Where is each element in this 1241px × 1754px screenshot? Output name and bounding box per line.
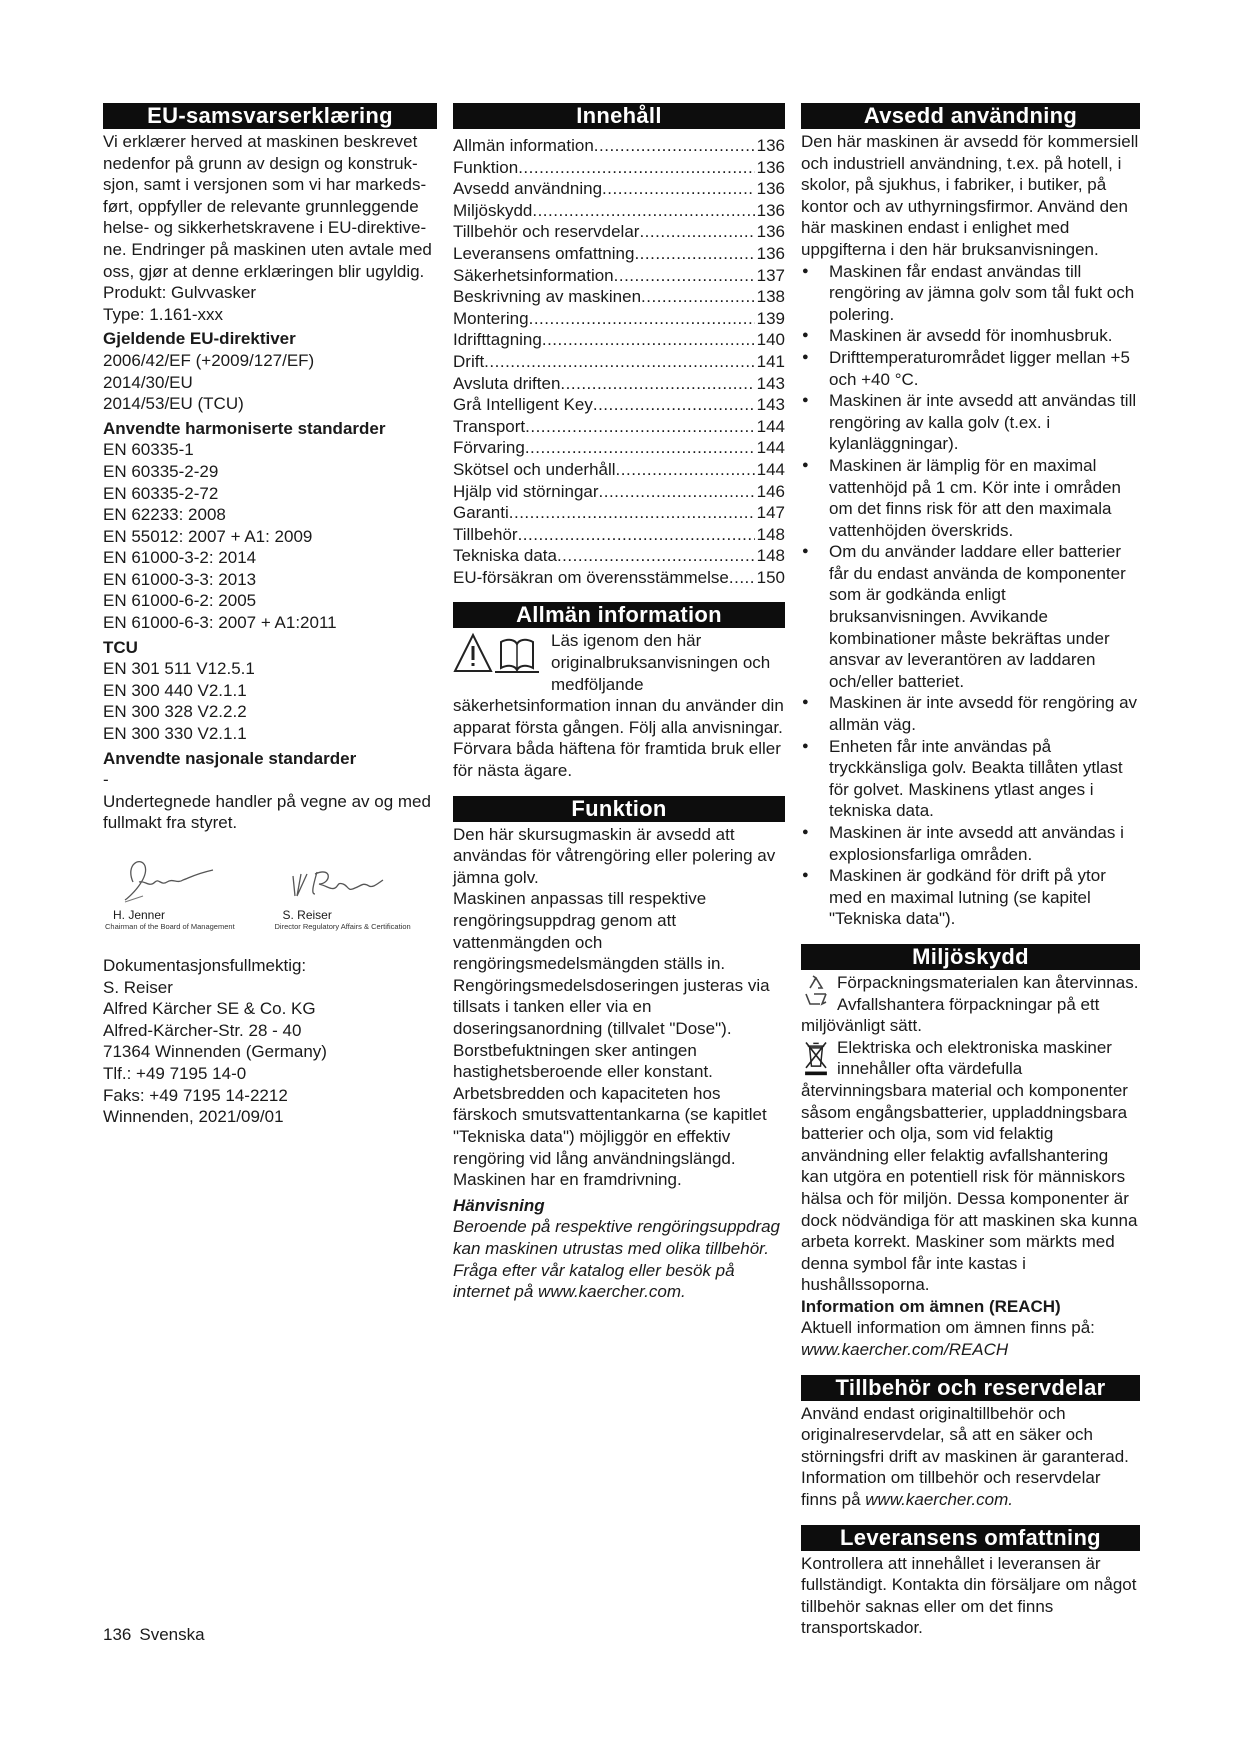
heading-general-information: Allmän information [453,602,785,628]
table-of-contents [453,135,785,588]
toc-page: 136 [756,200,785,220]
accessories-body: Använd endast originaltillbehör och originalreservdelar, så att en säker och störningsfri drift av maskinen är garanterad. Information om tillbehör och reservdelar finns på [801,1403,1129,1510]
signature-role: Chairman of the Board of Management [105,922,235,931]
signature-reiser [273,852,438,947]
standard-item: EN 301 511 V12.5.1 [103,659,255,679]
function-paragraph: Den här skursugmaskin är avsedd att användas för våtrengöring eller polering av jämna golv. [453,824,776,887]
directive-item: 2014/30/EU [103,372,193,392]
standard-item: EN 300 330 V2.1.1 [103,724,247,744]
accessories-text [801,1403,1140,1511]
toc-page: 147 [756,503,785,523]
list-item: ● Om du använder laddare eller batterier får du endast använda de komponenter som är godkända enligt bruksanvisningen. Avvikande kombinationer måste bekräftas under ansvar av leverantören av laddaren och/eller batteriet. [801,541,1140,692]
contact-line: Dokumentasjonsfullmektig: [103,956,307,975]
list-item: ● Enheten får inte användas på tryckkänsliga golv. Beakta tillåten ytlast för golvet. Maskinens ytlast anges i tekniska data. [801,736,1140,822]
tcu-list [103,658,437,744]
reach-text: Aktuell information om ämnen finns på: [801,1318,1095,1338]
toc-entry[interactable] [453,545,785,567]
toc-leader [525,437,755,459]
toc-leader [525,416,755,438]
contact-line: Alfred Kärcher SE & Co. KG [103,999,316,1019]
standard-item: EN 60335-2-29 [103,461,219,481]
function-text [453,824,785,1191]
signature-role: Director Regulatory Affairs & Certification [274,922,411,931]
toc-leader [518,524,755,546]
toc-leader [614,265,755,287]
toc-leader [542,329,755,351]
general-text-storage: Förvara båda häftena för framtida bruk eller för nästa ägare. [453,739,781,781]
toc-page: 146 [756,481,785,501]
toc-entry[interactable] [453,157,785,179]
toc-page: 139 [756,308,785,328]
toc-title: Förvaring [453,438,525,458]
list-item: ● Maskinen är inte avsedd för rengöring av allmän väg. [801,692,1140,735]
toc-leader [560,373,754,395]
product-line: Produkt: Gulvvasker [103,283,257,303]
toc-title: Avsluta driften [453,373,561,393]
toc-leader [634,243,754,265]
warning-manual-icon [453,632,545,674]
toc-entry[interactable] [453,200,785,222]
toc-entry[interactable] [453,394,785,416]
toc-title: EU-försäkran om överensstämmelse [453,567,729,587]
toc-title: Skötsel och underhåll [453,459,616,479]
toc-title: Miljöskydd [453,200,533,220]
toc-page: 136 [756,243,785,263]
toc-page: 144 [756,459,785,479]
toc-entry[interactable] [453,243,785,265]
heading-contents: Innehåll [453,103,785,129]
harmonized-heading: Anvendte harmoniserte standarder [103,418,386,438]
environment-recycling [801,972,1140,1037]
toc-page: 143 [756,373,785,393]
toc-leader [593,394,755,416]
toc-page: 144 [756,416,785,436]
column-intended-use [801,103,1140,1639]
contact-line: Tlf.: +49 7195 14-0 [103,1063,247,1083]
directive-item: 2006/42/EF (+2009/127/EF) [103,350,315,370]
language-label: Svenska [139,1625,205,1644]
toc-title: Beskrivning av maskinen [453,287,642,307]
toc-entry[interactable] [453,286,785,308]
standard-item: EN 61000-6-3: 2007 + A1:2011 [103,613,337,633]
list-item: ● Maskinen är avsedd för inomhusbruk. [801,325,1140,347]
directives-list [103,350,437,415]
toc-leader [729,567,755,589]
toc-entry[interactable] [453,481,785,503]
toc-entry[interactable] [453,416,785,438]
toc-leader [557,545,755,567]
toc-leader [509,502,755,524]
standard-item: EN 60335-1 [103,440,194,460]
toc-leader [532,200,754,222]
environment-text: Elektriska och elektroniska maskiner innehåller ofta värdefulla återvinningsbara material och komponenter såsom engångsbatterier, uppladdningsbara batterier och olja, som vid felaktig användning eller felaktig avfallshantering kan utgöra en potentiell risk för människors hälsa och för miljön. Dessa komponenter är dock nödvändiga för att maskinen ska kunna arbeta korrekt. Maskiner som märkts med denna symbol får inte kastas i hushållssoporna. [801,1037,1138,1295]
signature-reiser-graphic [273,852,413,908]
toc-title: Drift [453,351,485,371]
toc-page: 150 [756,567,785,587]
standard-item: EN 61000-3-2: 2014 [103,548,257,568]
signature-name: H. Jenner [113,908,166,922]
function-paragraph: Rengöringsmedelsdoseringen justeras via tillsats i tanken eller via en doseringsanordning (tillvalet "Dose"). [453,975,770,1038]
contact-line: Faks: +49 7195 14-2212 [103,1085,288,1105]
toc-page: 136 [756,136,785,155]
heading-intended-use: Avsedd användning [801,103,1140,129]
contact-block [103,955,437,1128]
contact-line: S. Reiser [103,977,173,997]
intro-line: oss, gjør at denne erklæringen blir ugyldig. [103,261,425,281]
signed-text: Undertegnede handler på vegne av og med fullmakt fra styret. [103,791,431,833]
toc-title: Montering [453,308,529,328]
toc-title: Tillbehör [453,524,518,544]
contact-line: Winnenden, 2021/09/01 [103,1107,284,1127]
list-item: ● Maskinen är lämplig för en maximal vattenhöjd på 1 cm. Kör inte i områden om det finns risk för att den maximala vattenhöjden överskrids. [801,455,1140,541]
directive-item: 2014/53/EU (TCU) [103,394,244,414]
signatures [103,852,437,947]
list-item: ● Drifttemperaturområdet ligger mellan +5 och +40 °C. [801,347,1140,390]
toc-entry[interactable] [453,459,785,481]
toc-page: 136 [756,179,785,199]
accessories-link[interactable]: www.kaercher.com. [865,1490,1013,1510]
toc-entry[interactable] [453,265,785,287]
list-item: ● Maskinen är godkänd för drift på ytor med en maximal lutning (se kapitel "Tekniska data"). [801,865,1140,930]
national-heading: Anvendte nasjonale standarder [103,748,357,768]
toc-entry[interactable] [453,135,785,157]
toc-title: Funktion [453,157,519,177]
toc-entry[interactable] [453,567,785,589]
toc-entry[interactable] [453,373,785,395]
intro-line: ført, oppfyller de relevante grunnleggende [103,196,419,216]
toc-title: Tekniska data [453,546,557,566]
standard-item: EN 61000-3-3: 2013 [103,569,257,589]
crossed-bin-icon [801,1037,831,1077]
toc-title: Grå Intelligent Key [453,395,593,415]
note-text: Beroende på respektive rengöringsuppdrag kan maskinen utrustas med olika tillbehör. Fråga efter vår katalog eller besök på internet på www.kaercher.com. [453,1217,781,1302]
function-paragraph: Borstbefuktningen sker antingen hastighetsberoende eller konstant. [453,1040,713,1082]
heading-eu-declaration: EU-samsvarserklæring [103,103,437,129]
toc-page: 141 [756,351,785,371]
signature-jenner [103,852,273,947]
harmonized-list [103,439,437,633]
toc-entry[interactable] [453,308,785,330]
heading-accessories: Tillbehör och reservdelar [801,1375,1140,1401]
toc-entry[interactable] [453,178,785,200]
heading-delivery: Leveransens omfattning [801,1525,1140,1551]
toc-entry[interactable] [453,329,785,351]
standard-item: EN 61000-6-2: 2005 [103,591,257,611]
reach-heading: Information om ämnen (REACH) [801,1296,1061,1316]
toc-page: 137 [756,265,785,285]
general-text: Läs igenom den här originalbruksanvisningen och medföljande säkerhetsinformation innan du använder din apparat första gången. Följ alla anvisningar. [453,631,784,737]
environment-weee [801,1037,1140,1296]
intro-line: ne. Endringer på maskinen uten avtale med [103,239,432,259]
intended-use-intro: Den här maskinen är avsedd för kommersiell och industriell användning, t.ex. på hotell, i skolor, på sjukhus, i fabriker, i butiker, på kontor och av uthyrningsfirmor. Använd den här maskinen endast i enlighet med uppgifterna i den här bruksanvisningen. [801,132,1139,259]
toc-entry[interactable] [453,524,785,546]
function-paragraph: Maskinen har en framdrivning. [453,1170,682,1190]
directives-heading: Gjeldende EU-direktiver [103,329,296,349]
toc-leader [594,135,755,157]
toc-page: 148 [756,546,785,566]
contact-line: 71364 Winnenden (Germany) [103,1042,327,1062]
standard-item: EN 62233: 2008 [103,505,226,525]
intro-line: helse- og sikkerhetskravene i EU-direktive- [103,218,427,238]
toc-title: Allmän information [453,136,594,155]
standard-item: EN 300 440 V2.1.1 [103,680,247,700]
toc-title: Transport [453,416,526,436]
toc-page: 136 [756,157,785,177]
toc-leader [484,351,754,373]
list-item: ● Maskinen är inte avsedd att användas till rengöring av kalla golv (t.ex. i kylanläggningar). [801,390,1140,455]
toc-leader [529,308,755,330]
list-item: ● Maskinen är inte avsedd att användas i explosionsfarliga områden. [801,822,1140,865]
declaration-intro [103,131,437,282]
toc-page: 148 [756,524,785,544]
toc-title: Leveransens omfattning [453,243,635,263]
page-footer [103,1624,205,1646]
toc-leader [639,221,754,243]
contact-line: Alfred-Kärcher-Str. 28 - 40 [103,1020,302,1040]
delivery-text: Kontrollera att innehållet i leveransen är fullständigt. Kontakta din försäljare om något tillbehör saknas eller om det finns transportskador. [801,1553,1137,1638]
note-heading: Hänvisning [453,1195,545,1215]
signature-name: S. Reiser [282,908,332,922]
toc-page: 136 [756,222,785,242]
toc-entry[interactable] [453,502,785,524]
toc-leader [641,286,755,308]
heading-function: Funktion [453,796,785,822]
toc-leader [518,157,754,179]
toc-title: Tillbehör och reservdelar [453,222,640,242]
national-value: - [103,770,109,790]
toc-entry[interactable] [453,351,785,373]
intended-use-list [801,261,1140,930]
environment-text: Förpackningsmaterialen kan återvinnas. Avfallshantera förpackningar på ett miljövänligt sätt. [801,972,1139,1036]
toc-leader [602,178,755,200]
toc-entry[interactable] [453,221,785,243]
page-number: 136 [103,1625,132,1644]
reach-link[interactable]: www.kaercher.com/REACH [801,1340,1009,1360]
column-eu-declaration [103,103,437,1128]
toc-title: Hjälp vid störningar [453,481,599,501]
toc-entry[interactable] [453,437,785,459]
list-item: ● Maskinen får endast användas till rengöring av jämna golv som tål fukt och polering. [801,261,1140,326]
toc-page: 140 [756,330,785,350]
intro-line: nedenfor på grunn av design og konstruk- [103,153,418,173]
toc-page: 143 [756,395,785,415]
toc-leader [599,481,755,503]
toc-page: 144 [756,438,785,458]
standard-item: EN 300 328 V2.2.2 [103,702,247,722]
toc-title: Säkerhetsinformation [453,265,614,285]
heading-environment: Miljöskydd [801,944,1140,970]
standard-item: EN 60335-2-72 [103,483,219,503]
standard-item: EN 55012: 2007 + A1: 2009 [103,526,313,546]
intro-line: Vi erklærer herved at maskinen beskrevet [103,132,418,151]
column-contents [453,103,785,1303]
intro-line: sjon, samt i versjonen som vi har markeds- [103,175,427,195]
toc-leader [616,459,755,481]
toc-title: Avsedd användning [453,179,603,199]
tcu-heading: TCU [103,637,138,657]
toc-page: 138 [756,287,785,307]
general-information-text [453,630,785,738]
signature-jenner-graphic [103,852,253,908]
function-paragraph: Maskinen anpassas till respektive rengöringsuppdrag genom att vattenmängden och rengöringsmedelsmängden ställs in. [453,889,726,974]
toc-title: Idrifttagning [453,330,542,350]
recycling-icon [801,972,831,1012]
type-line: Type: 1.161-xxx [103,304,224,324]
function-paragraph: Arbetsbredden och kapaciteten hos färskoch smutsvattentankarna (se kapitlet "Tekniska data") möjliggör en effektiv rengöring vid lång användningslängd. [453,1083,767,1168]
toc-title: Garanti [453,503,509,523]
